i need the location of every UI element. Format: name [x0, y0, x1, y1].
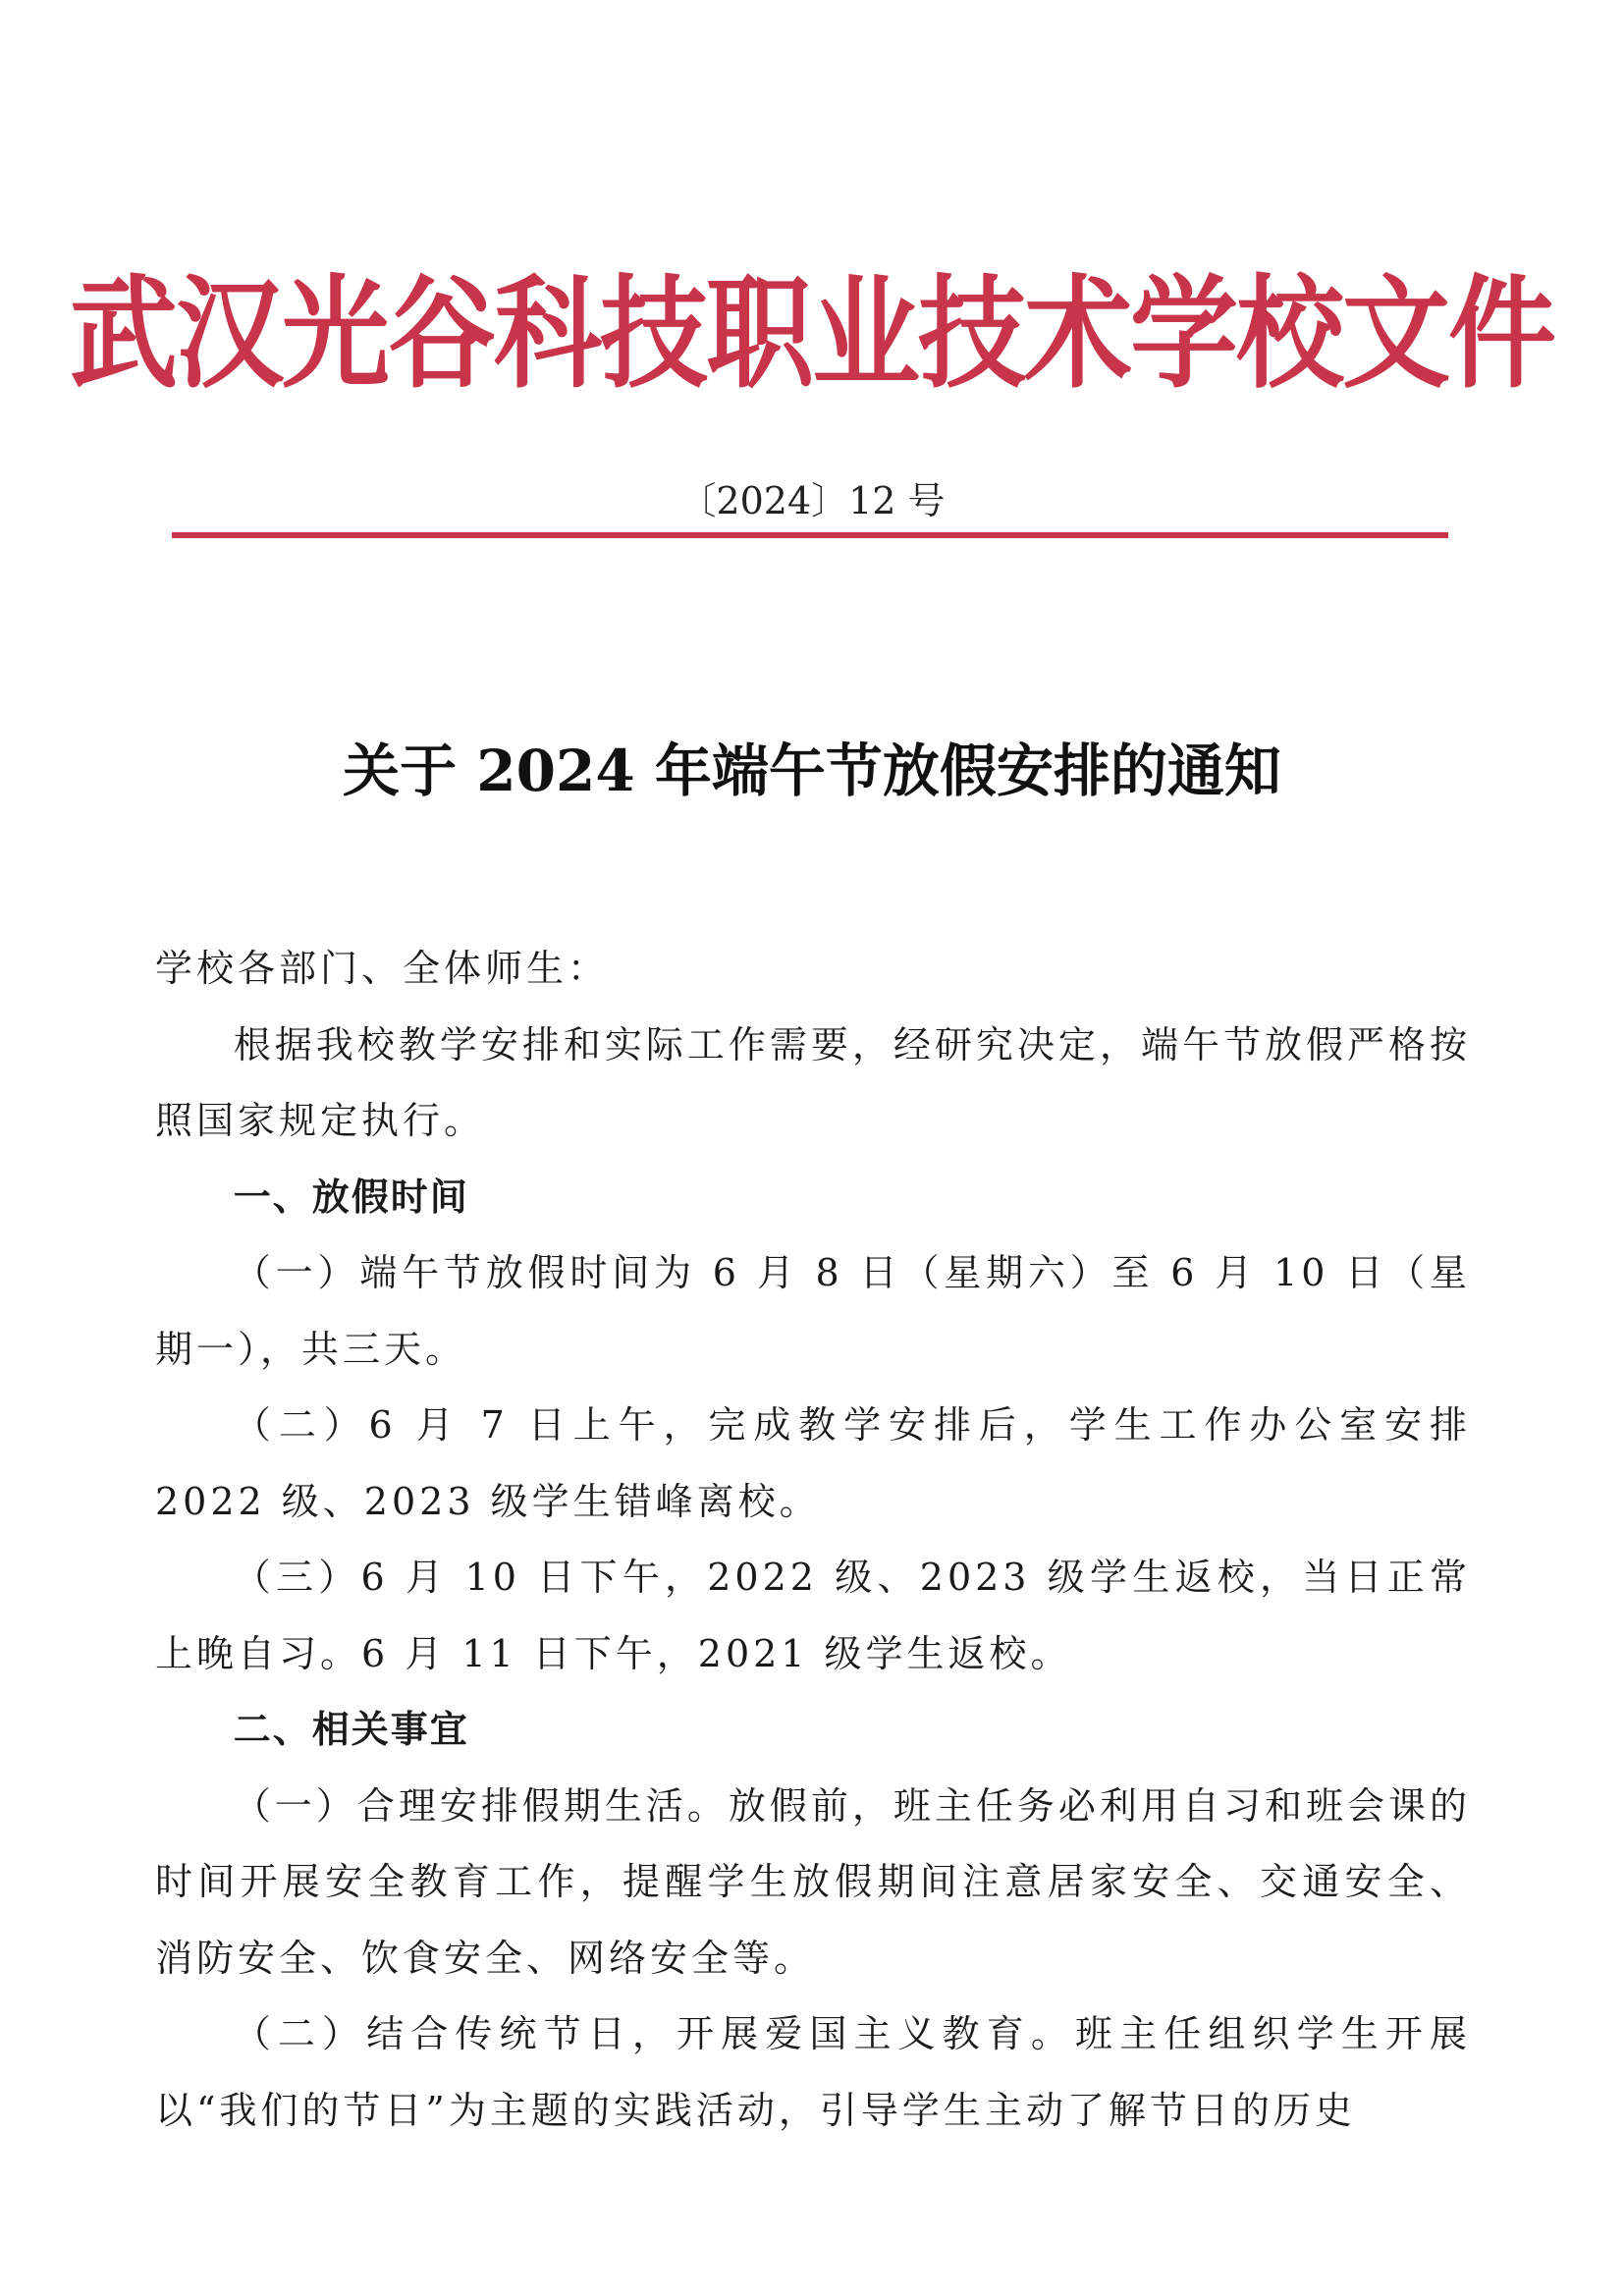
org-title: 武汉光谷科技职业技术学校文件: [70, 262, 1554, 405]
salutation: 学校各部门、全体师生：: [155, 947, 610, 990]
section-heading: 一、放假时间: [233, 1175, 469, 1219]
notice-title: 关于 2024 年端午节放假安排的通知: [343, 738, 1281, 804]
section-item: （一）端午节放假时间为 6 月 8 日（星期六）至 6 月 10 日（星期一），共三天。: [155, 1251, 1471, 1371]
section-item: （二）6 月 7 日上午，完成教学安排后，学生工作办公室安排 2022 级、2023 级学生错峰离校。: [155, 1403, 1471, 1523]
section-heading: 二、相关事宜: [233, 1708, 469, 1751]
section-item: （一）合理安排假期生活。放假前，班主任务必利用自习和班会课的时间开展安全教育工作，提醒学生放假期间注意居家安全、交通安全、消防安全、饮食安全、网络安全等。: [155, 1783, 1471, 1980]
notice-body: [155, 931, 1471, 2149]
red-divider-line: [172, 532, 1448, 538]
section-item: （二）结合传统节日，开展爱国主义教育。班主任组织学生开展以“我们的节日”为主题的实践活动，引导学生主动了解节日的历史: [155, 2012, 1471, 2132]
document-number: 〔2024〕12 号: [678, 479, 946, 522]
section-item: （三）6 月 10 日下午，2022 级、2023 级学生返校，当日正常上晚自习。6 月 11 日下午，2021 级学生返校。: [155, 1556, 1471, 1675]
intro-paragraph: 根据我校教学安排和实际工作需要，经研究决定，端午节放假严格按照国家规定执行。: [155, 1022, 1471, 1142]
